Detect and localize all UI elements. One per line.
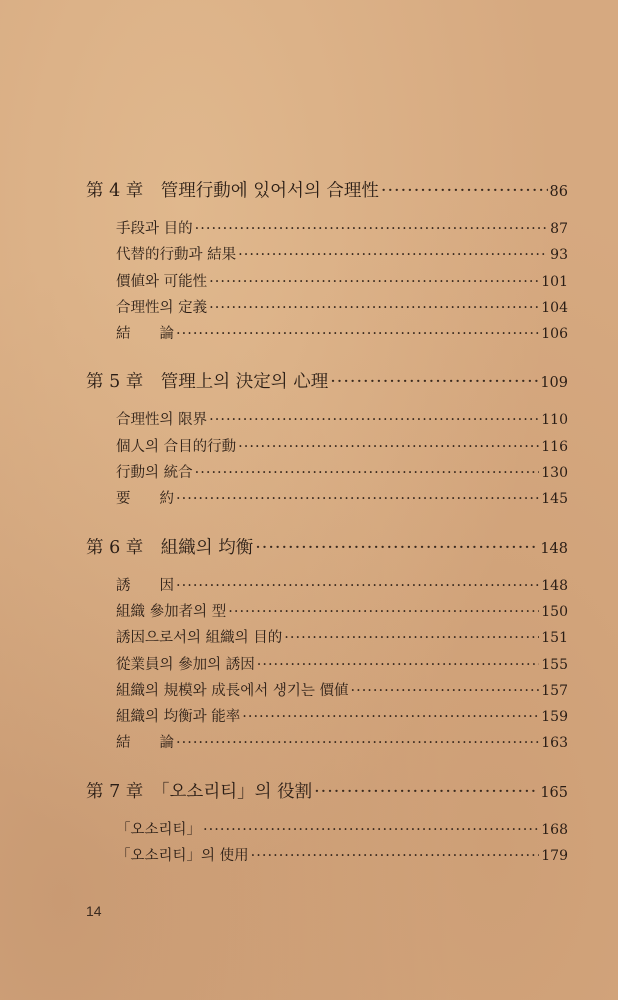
toc-entry	[86, 817, 568, 843]
entry-title: 組織 參加者의 型	[116, 603, 227, 620]
entry-title: 個人의 合目的行動	[116, 438, 237, 455]
toc-entry	[86, 599, 568, 625]
entry-title: 從業員의 參加의 誘因	[116, 656, 255, 673]
chapter-page: 86	[549, 184, 568, 200]
leader-dots	[195, 216, 549, 242]
chapter-title: 第 4 章 管理行動에 있어서의 合理性	[86, 181, 379, 201]
table-of-contents	[86, 176, 568, 869]
entry-title: 要 約	[116, 491, 174, 508]
entry-page: 151	[541, 630, 568, 647]
entry-page: 93	[550, 247, 568, 264]
entry-title: 手段과 目的	[116, 221, 193, 237]
chapter-4-heading	[86, 176, 568, 206]
entry-page: 110	[541, 412, 568, 429]
entry-title: 組織의 均衡과 能率	[116, 709, 241, 726]
leader-dots	[238, 242, 548, 268]
entry-title: 結 論	[116, 735, 174, 752]
entry-page: 179	[541, 848, 568, 865]
entry-title: 合理性의 定義	[116, 299, 208, 316]
leader-dots	[176, 573, 539, 599]
page-number: 14	[86, 903, 102, 919]
entry-page: 150	[541, 603, 568, 620]
entry-title: 「오소리티」의 使用	[116, 848, 249, 865]
entry-title: 「오소리티」	[116, 821, 202, 838]
toc-entry	[86, 704, 568, 730]
entry-title: 行動의 統合	[116, 465, 193, 482]
leader-dots	[209, 295, 539, 321]
leader-dots	[228, 599, 539, 625]
entry-page: 155	[541, 656, 568, 673]
toc-entry	[86, 407, 568, 433]
leader-dots	[255, 533, 538, 563]
entry-page: 130	[541, 465, 568, 482]
entry-page: 157	[541, 682, 568, 699]
toc-entry	[86, 730, 568, 756]
leader-dots	[176, 486, 539, 512]
leader-dots	[203, 817, 539, 843]
entry-page: 163	[541, 735, 568, 752]
leader-dots	[209, 269, 539, 295]
chapter-page: 109	[540, 375, 568, 392]
leader-dots	[330, 367, 538, 397]
chapter-6-heading	[86, 533, 568, 563]
leader-dots	[176, 321, 539, 347]
toc-entry	[86, 573, 568, 599]
chapter-5-heading	[86, 367, 568, 397]
entry-page: 159	[541, 709, 568, 726]
toc-entry	[86, 295, 568, 321]
chapter-7-heading	[86, 777, 568, 807]
entry-page: 101	[541, 273, 568, 290]
leader-dots	[251, 843, 540, 869]
entry-page: 106	[541, 326, 568, 343]
entry-title: 合理性의 限界	[116, 412, 208, 429]
leader-dots	[238, 434, 539, 460]
leader-dots	[242, 704, 539, 730]
chapter-page: 148	[540, 540, 568, 557]
toc-entry	[86, 460, 568, 486]
entry-page: 104	[541, 299, 568, 316]
leader-dots	[257, 652, 540, 678]
entry-page: 87	[550, 221, 568, 237]
toc-entry	[86, 843, 568, 869]
entry-page: 148	[541, 577, 568, 594]
leader-dots	[350, 678, 539, 704]
leader-dots	[176, 730, 539, 756]
leader-dots	[314, 777, 538, 807]
toc-entry	[86, 269, 568, 295]
leader-dots	[381, 176, 548, 206]
toc-entry	[86, 652, 568, 678]
toc-entry	[86, 486, 568, 512]
toc-entry	[86, 242, 568, 268]
toc-entry	[86, 321, 568, 347]
chapter-page: 165	[540, 784, 568, 801]
toc-entry	[86, 434, 568, 460]
entry-title: 結 論	[116, 326, 174, 343]
leader-dots	[284, 625, 539, 651]
leader-dots	[195, 460, 540, 486]
entry-title: 價値와 可能性	[116, 273, 208, 290]
chapter-title: 第 7 章 「오소리티」의 役割	[86, 781, 313, 802]
entry-title: 誘 因	[116, 577, 174, 594]
entry-title: 組織의 規模와 成長에서 생기는 價値	[116, 682, 349, 699]
entry-title: 代替的行動과 結果	[116, 247, 237, 264]
entry-page: 145	[541, 491, 568, 508]
entry-title: 誘因으로서의 組織의 目的	[116, 630, 283, 647]
chapter-title: 第 6 章 組織의 均衡	[86, 537, 254, 558]
entry-page: 168	[541, 821, 568, 838]
chapter-title: 第 5 章 管理上의 決定의 心理	[86, 372, 329, 393]
toc-entry	[86, 678, 568, 704]
toc-entry	[86, 625, 568, 651]
toc-entry	[86, 216, 568, 242]
leader-dots	[209, 407, 539, 433]
entry-page: 116	[541, 438, 568, 455]
